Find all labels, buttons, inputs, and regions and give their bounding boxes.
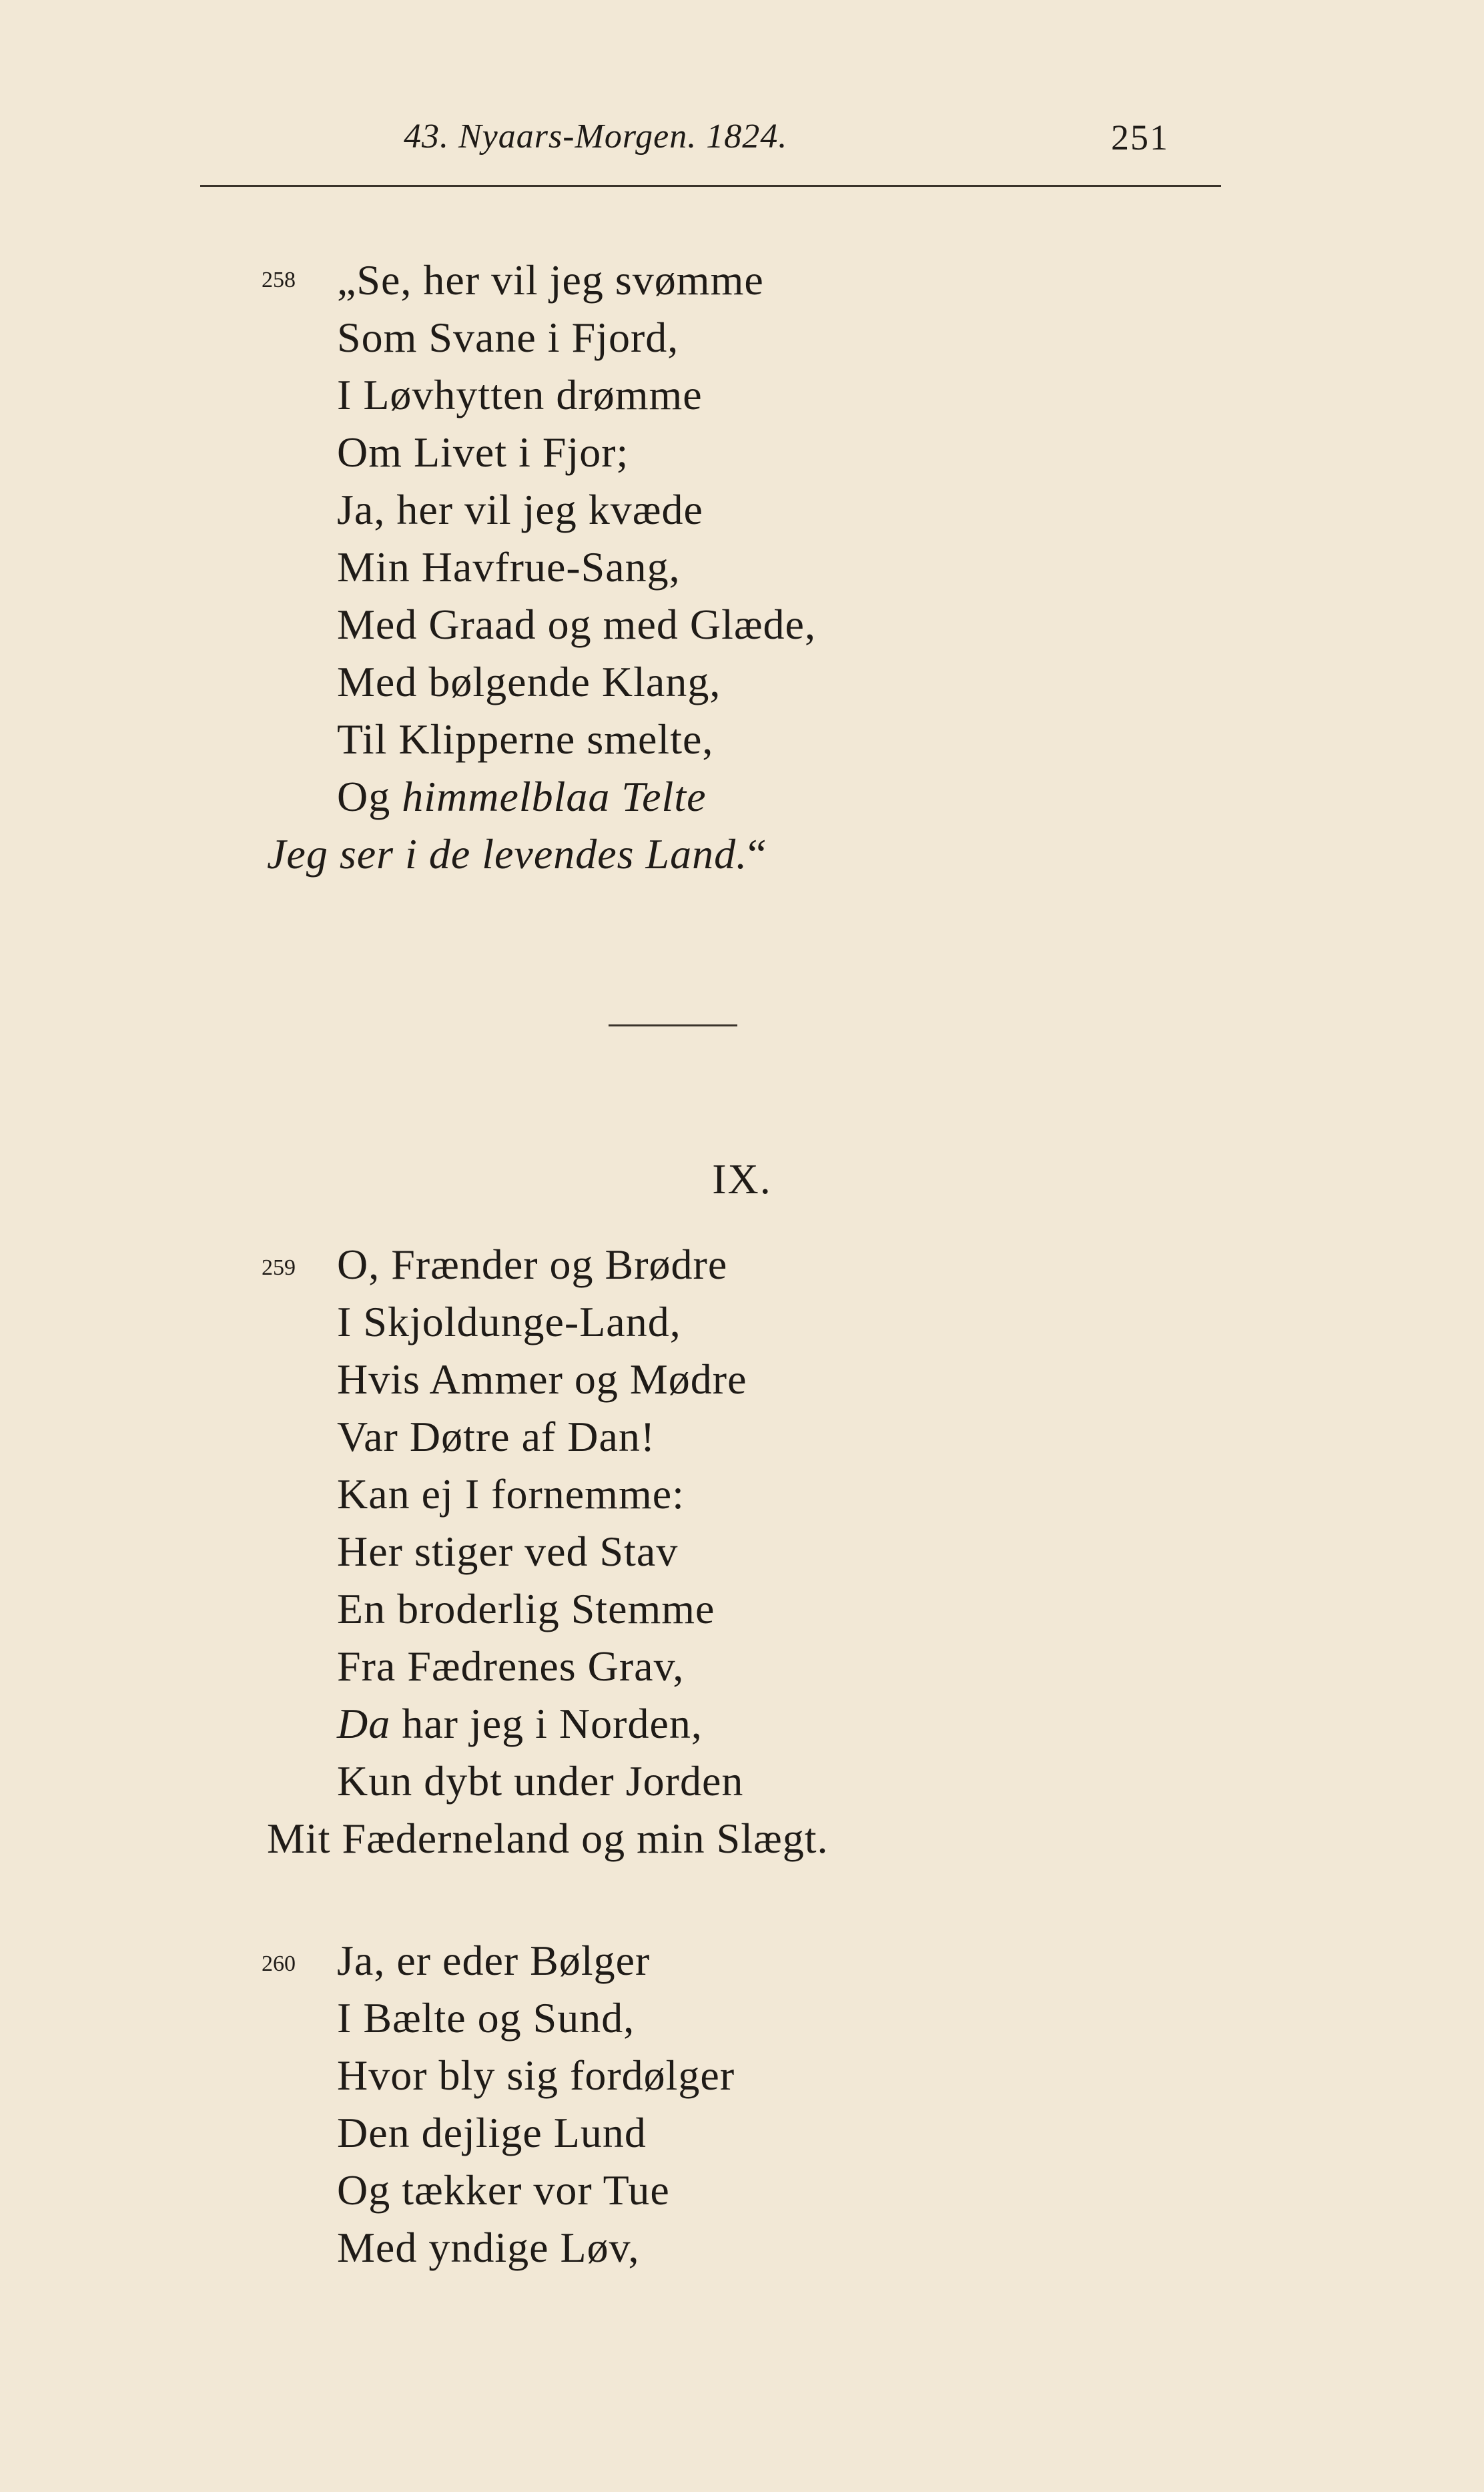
italic-text: Jeg ser i de levendes Land. <box>267 830 748 878</box>
header-rule <box>200 185 1221 187</box>
verse-line: Hvor bly sig fordølger <box>337 2052 735 2099</box>
running-head <box>0 117 1484 170</box>
verse-text: har jeg i Norden, <box>390 1700 703 1747</box>
italic-text: himmelblaa Telte <box>402 773 707 820</box>
section-divider <box>609 1024 737 1026</box>
verse-line: Om Livet i Fjor; <box>337 428 629 476</box>
verse-line: Kun dybt under Jorden <box>337 1757 744 1805</box>
verse-line: „Se, her vil jeg svømme <box>337 256 764 304</box>
verse-line: Hvis Ammer og Mødre <box>337 1355 747 1403</box>
running-head-title: 43. Nyaars-Morgen. 1824. <box>404 117 788 155</box>
verse-line: I Løvhytten drømme <box>337 371 703 418</box>
verse-line: Ja, er eder Bølger <box>337 1937 651 1984</box>
verse-line: I Bælte og Sund, <box>337 1994 635 2042</box>
verse-number: 259 <box>262 1255 296 1280</box>
verse-line: En broderlig Stemme <box>337 1585 715 1632</box>
verse-line: Med Graad og med Glæde, <box>337 601 816 648</box>
closing-quote: “ <box>747 830 767 878</box>
verse-line: Med yndige Løv, <box>337 2224 640 2271</box>
page-number: 251 <box>1111 117 1169 158</box>
verse-number: 260 <box>262 1951 296 1976</box>
verse-line: O, Frænder og Brødre <box>337 1241 728 1288</box>
verse-line: Fra Fædrenes Grav, <box>337 1642 685 1690</box>
verse-line <box>267 830 767 878</box>
verse-line: Mit Fæderneland og min Slægt. <box>267 1815 829 1862</box>
verse-text: Og <box>337 773 402 820</box>
verse-line: Og tækker vor Tue <box>337 2166 670 2214</box>
verse-line: Til Klipperne smelte, <box>337 715 714 763</box>
verse-line <box>337 1702 703 1745</box>
verse-line: Var Døtre af Dan! <box>337 1413 656 1460</box>
verse-line: I Skjoldunge-Land, <box>337 1298 681 1345</box>
verse-line: Her stiger ved Stav <box>337 1528 679 1575</box>
verse-line: Som Svane i Fjord, <box>337 314 679 361</box>
section-heading: IX. <box>712 1155 772 1203</box>
verse-line <box>337 775 707 818</box>
verse-number: 258 <box>262 268 296 292</box>
verse-line: Den dejlige Lund <box>337 2109 647 2156</box>
verse-line: Med bølgende Klang, <box>337 658 721 705</box>
verse-line: Ja, her vil jeg kvæde <box>337 486 703 533</box>
verse-line: Min Havfrue-Sang, <box>337 543 681 591</box>
italic-text: Da <box>337 1700 391 1747</box>
verse-line: Kan ej I fornemme: <box>337 1470 685 1518</box>
